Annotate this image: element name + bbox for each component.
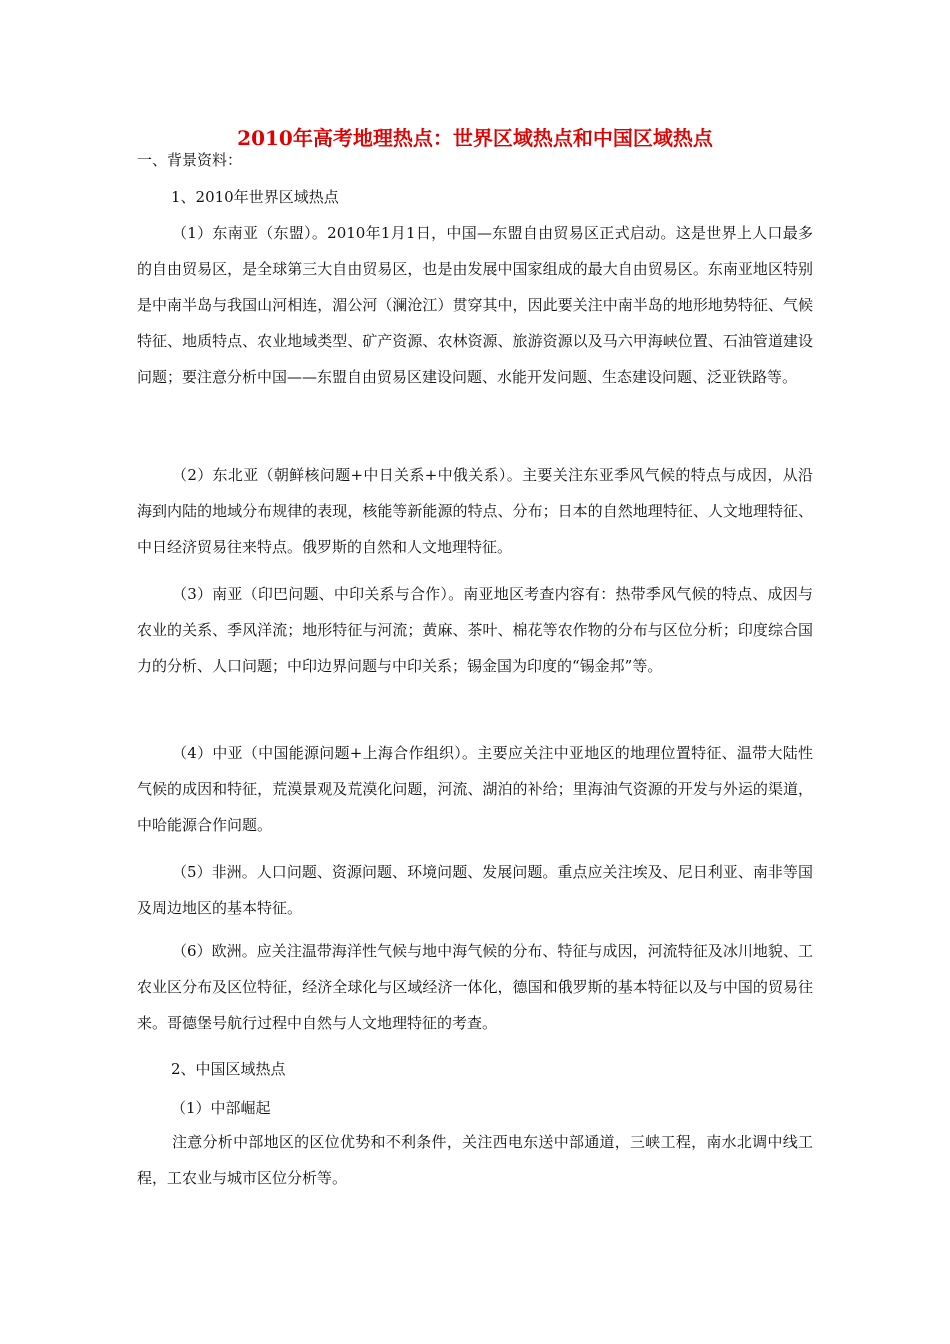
paragraph-central-asia: （4）中亚（中国能源问题+上海合作组织）。主要应关注中亚地区的地理位置特征、温带大陆性气候的成因和特征，荒漠景观及荒漠化问题，河流、湖泊的补给；里海油气资源的开发与外运的渠道，中哈能源合作问题。 xyxy=(137,744,813,834)
paragraph-europe: （6）欧洲。应关注温带海洋性气候与地中海气候的分布、特征与成因，河流特征及冰川地貌、工农业区分布及区位特征，经济全球化与区域经济一体化，德国和俄罗斯的基本特征以及与中国的贸易往来。哥德堡号航行过程中自然与人文地理特征的考查。 xyxy=(137,942,813,1032)
section-heading-background: 一、背景资料： xyxy=(137,151,243,169)
china-item-heading: （1）中部崛起 xyxy=(171,1099,271,1117)
paragraph-africa: （5）非洲。人口问题、资源问题、环境问题、发展问题。重点应关注埃及、尼日利亚、南非等国及周边地区的基本特征。 xyxy=(137,863,813,917)
document-title: 2010年高考地理热点：世界区域热点和中国区域热点 xyxy=(237,126,713,150)
subsection-heading-world: 1、2010年世界区域热点 xyxy=(171,188,339,206)
paragraph-central-rise: 注意分析中部地区的区位优势和不利条件，关注西电东送中部通道，三峡工程，南水北调中线工程，工农业与城市区位分析等。 xyxy=(137,1133,813,1187)
subsection-heading-china: 2、中国区域热点 xyxy=(171,1060,286,1078)
paragraph-south-asia: （3）南亚（印巴问题、中印关系与合作）。南亚地区考查内容有：热带季风气候的特点、成因与农业的关系、季风洋流；地形特征与河流；黄麻、茶叶、棉花等农作物的分布与区位分析；印度综合国力的分析、人口问题；中印边界问题与中印关系；锡金国为印度的“锡金邦”等。 xyxy=(137,585,813,675)
paragraph-northeast-asia: （2）东北亚（朝鲜核问题+中日关系+中俄关系）。主要关注东亚季风气候的特点与成因，从沿海到内陆的地域分布规律的表现，核能等新能源的特点、分布；日本的自然地理特征、人文地理特征、中日经济贸易往来特点。俄罗斯的自然和人文地理特征。 xyxy=(137,466,813,556)
paragraph-southeast-asia: （1）东南亚（东盟）。2010年1月1日，中国—东盟自由贸易区正式启动。这是世界上人口最多的自由贸易区，是全球第三大自由贸易区，也是由发展中国家组成的最大自由贸易区。东南亚地区特别是中南半岛与我国山河相连，湄公河（澜沧江）贯穿其中，因此要关注中南半岛的地形地势特征、气候特征、地质特点、农业地域类型、矿产资源、农林资源、旅游资源以及马六甲海峡位置、石油管道建设问题；要注意分析中国——东盟自由贸易区建设问题、水能开发问题、生态建设问题、泛亚铁路等。 xyxy=(137,224,813,386)
